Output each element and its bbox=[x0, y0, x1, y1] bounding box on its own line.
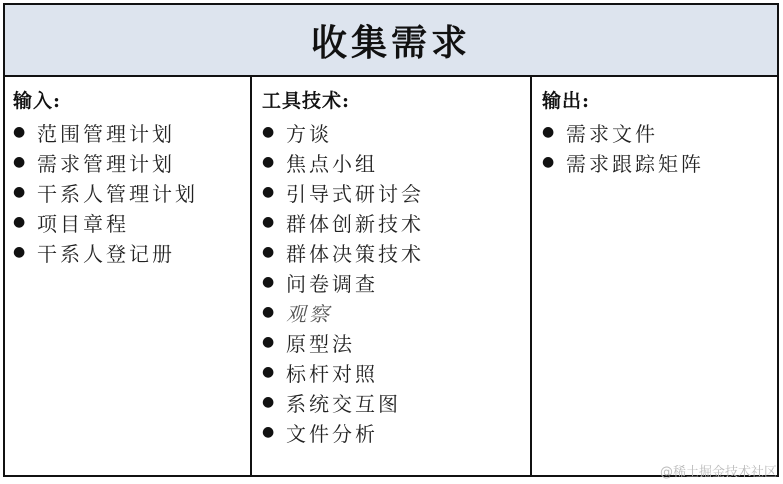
bullet-icon: ● bbox=[542, 124, 558, 140]
list-item: ● 需求跟踪矩阵 bbox=[542, 151, 704, 176]
list-item: ● 范围管理计划 bbox=[13, 121, 175, 146]
list-item: ● 干系人管理计划 bbox=[13, 181, 198, 206]
list-item: ● 焦点小组 bbox=[262, 151, 378, 176]
list-item: ● 系统交互图 bbox=[262, 391, 401, 416]
inputs-list bbox=[13, 117, 250, 267]
list-item: ● 原型法 bbox=[262, 331, 355, 356]
bullet-icon: ● bbox=[262, 214, 278, 230]
tools-heading: 工具技术: bbox=[262, 90, 351, 112]
diagram-title: 收集需求 bbox=[310, 21, 471, 64]
tools-list bbox=[262, 117, 530, 447]
bullet-icon: ● bbox=[13, 184, 29, 200]
list-item: ● 标杆对照 bbox=[262, 361, 378, 386]
bullet-icon: ● bbox=[262, 364, 278, 380]
bullet-icon: ● bbox=[262, 244, 278, 260]
bullet-icon: ● bbox=[13, 154, 29, 170]
bullet-icon: ● bbox=[262, 304, 278, 320]
inputs-heading: 输入: bbox=[13, 90, 62, 112]
list-item: ● 群体创新技术 bbox=[262, 211, 424, 236]
bullet-icon: ● bbox=[13, 244, 29, 260]
bullet-icon: ● bbox=[13, 124, 29, 140]
bullet-icon: ● bbox=[262, 184, 278, 200]
list-item: ● 引导式研讨会 bbox=[262, 181, 424, 206]
tools-column bbox=[254, 77, 532, 475]
watermark: @稀土掘金技术社区 bbox=[659, 465, 777, 480]
bullet-icon: ● bbox=[13, 214, 29, 230]
bullet-icon: ● bbox=[262, 334, 278, 350]
list-item: ● 需求文件 bbox=[542, 121, 658, 146]
bullet-icon: ● bbox=[262, 424, 278, 440]
list-item: ● 问卷调查 bbox=[262, 271, 378, 296]
diagram-frame bbox=[3, 3, 779, 477]
bullet-icon: ● bbox=[262, 274, 278, 290]
bullet-icon: ● bbox=[262, 124, 278, 140]
outputs-heading: 输出: bbox=[542, 90, 591, 112]
list-item: ● 群体决策技术 bbox=[262, 241, 424, 266]
title-bar bbox=[5, 5, 777, 77]
list-item: ● 干系人登记册 bbox=[13, 241, 175, 266]
inputs-column bbox=[5, 77, 252, 475]
bullet-icon: ● bbox=[542, 154, 558, 170]
list-item: ● 文件分析 bbox=[262, 421, 378, 446]
list-item: ● 项目章程 bbox=[13, 211, 129, 236]
list-item: ● 需求管理计划 bbox=[13, 151, 175, 176]
list-item: ● 方谈 bbox=[262, 121, 332, 146]
outputs-list bbox=[542, 117, 777, 177]
bullet-icon: ● bbox=[262, 154, 278, 170]
bullet-icon: ● bbox=[262, 394, 278, 410]
list-item: ● 观察 bbox=[262, 301, 332, 326]
outputs-column bbox=[534, 77, 777, 475]
